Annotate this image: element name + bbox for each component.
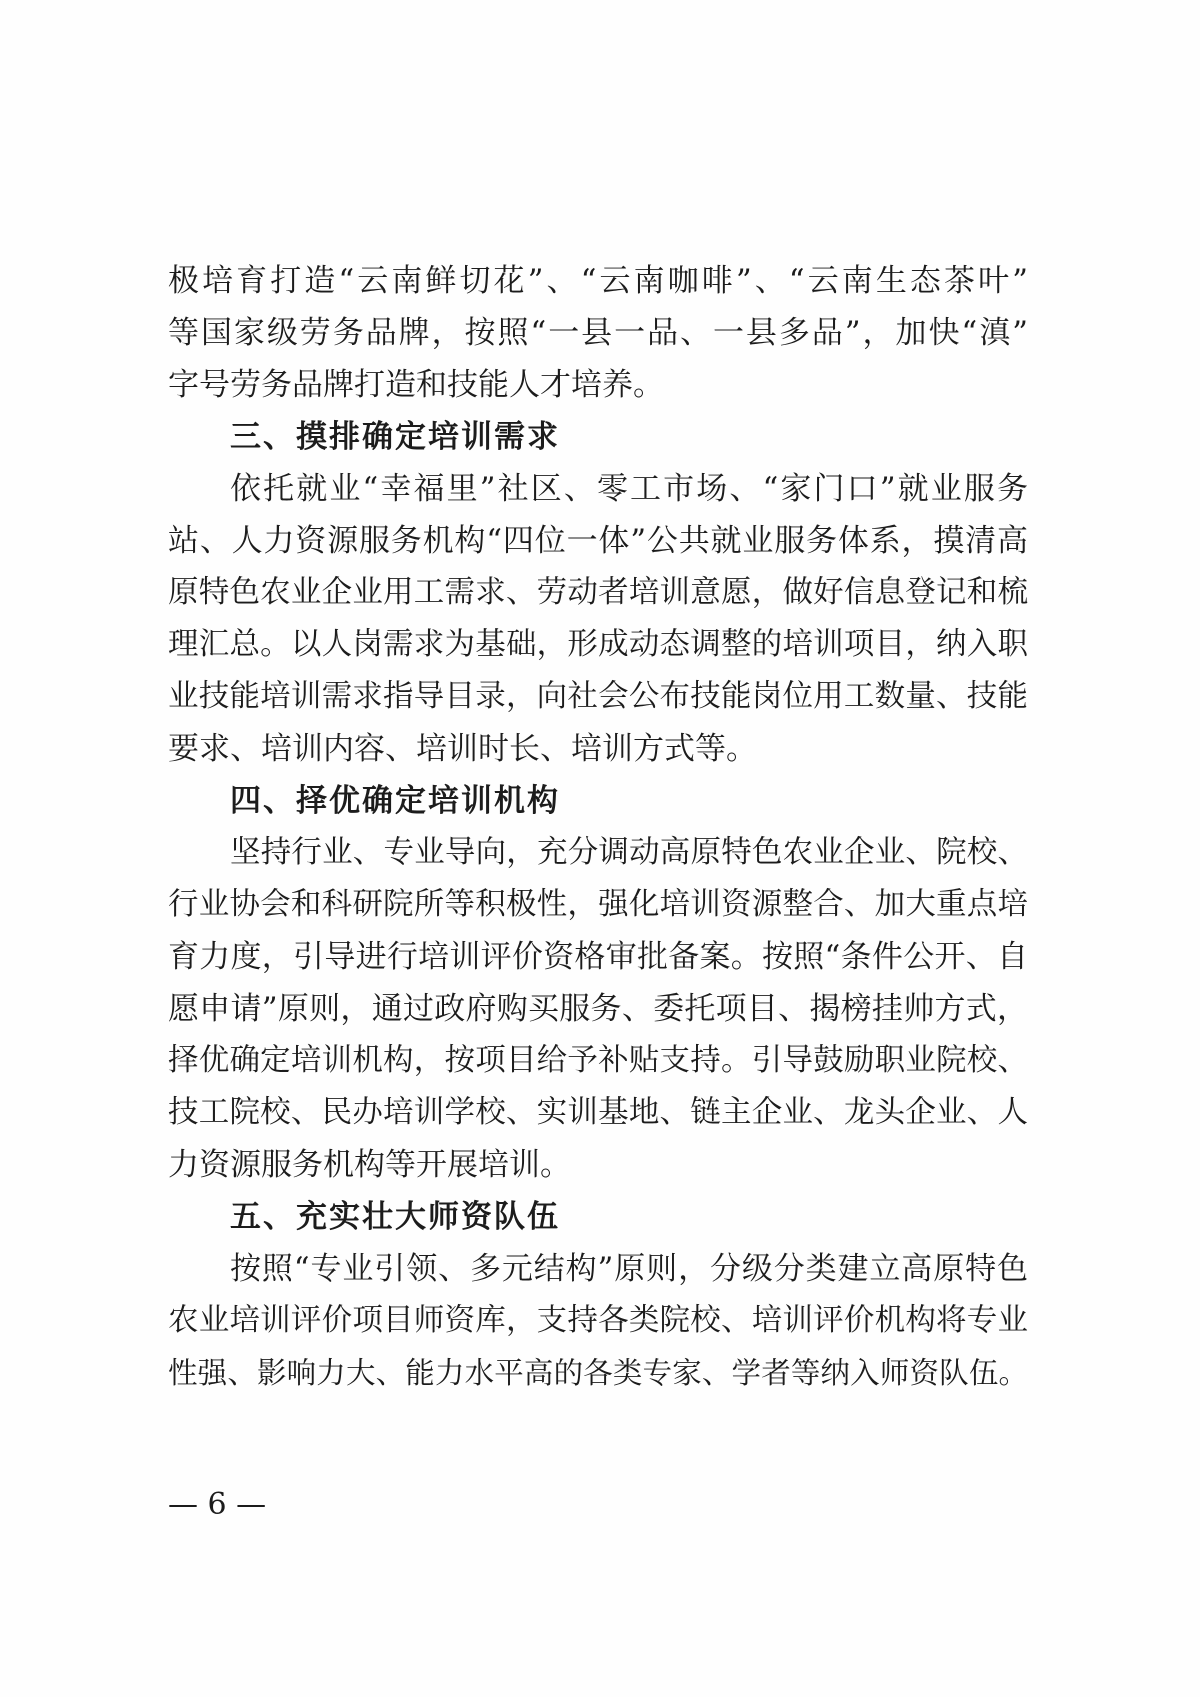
paragraph-line: 行业协会和科研院所等积极性，强化培训资源整合、加大重点培 [168, 887, 1028, 922]
section-heading: 四、择优确定培训机构 [230, 783, 560, 819]
paragraph-line: 极培育打造“云南鲜切花”、“云南咖啡”、“云南生态茶叶” [168, 263, 1028, 299]
paragraph-line: 择优确定培训机构，按项目给予补贴支持。引导鼓励职业院校、 [168, 1043, 1028, 1078]
paragraph-line: 等国家级劳务品牌，按照“一县一品、一县多品”，加快“滇” [168, 315, 1028, 351]
paragraph-line: 技工院校、民办培训学校、实训基地、链主企业、龙头企业、人 [168, 1095, 1028, 1130]
section-heading: 五、充实壮大师资队伍 [230, 1199, 560, 1235]
paragraph-line: 力资源服务机构等开展培训。 [168, 1147, 571, 1183]
paragraph-line: 理汇总。以人岗需求为基础，形成动态调整的培训项目，纳入职 [168, 627, 1028, 662]
paragraph-line: 业技能培训需求指导目录，向社会公布技能岗位用工数量、技能 [168, 679, 1028, 714]
paragraph-line: 按照“专业引领、多元结构”原则，分级分类建立高原特色 [230, 1251, 1028, 1287]
paragraph-line: 农业培训评价项目师资库，支持各类院校、培训评价机构将专业 [168, 1303, 1028, 1338]
section-heading: 三、摸排确定培训需求 [230, 419, 560, 455]
paragraph-line: 依托就业“幸福里”社区、零工市场、“家门口”就业服务 [230, 471, 1028, 507]
paragraph-line: 原特色农业企业用工需求、劳动者培训意愿，做好信息登记和梳 [168, 575, 1028, 610]
paragraph-line: 性强、影响力大、能力水平高的各类专家、学者等纳入师资队伍。 [168, 1356, 1028, 1390]
page-number: — 6 — [168, 1487, 267, 1522]
paragraph-line: 育力度，引导进行培训评价资格审批备案。按照“条件公开、自 [168, 939, 1028, 975]
paragraph-line: 坚持行业、专业导向，充分调动高原特色农业企业、院校、 [230, 835, 1028, 870]
paragraph-line: 站、人力资源服务机构“四位一体”公共就业服务体系，摸清高 [168, 523, 1028, 559]
paragraph-line: 字号劳务品牌打造和技能人才培养。 [168, 367, 664, 403]
paragraph-line: 要求、培训内容、培训时长、培训方式等。 [168, 731, 757, 767]
paragraph-line: 愿申请”原则，通过政府购买服务、委托项目、揭榜挂帅方式， [168, 991, 1028, 1027]
